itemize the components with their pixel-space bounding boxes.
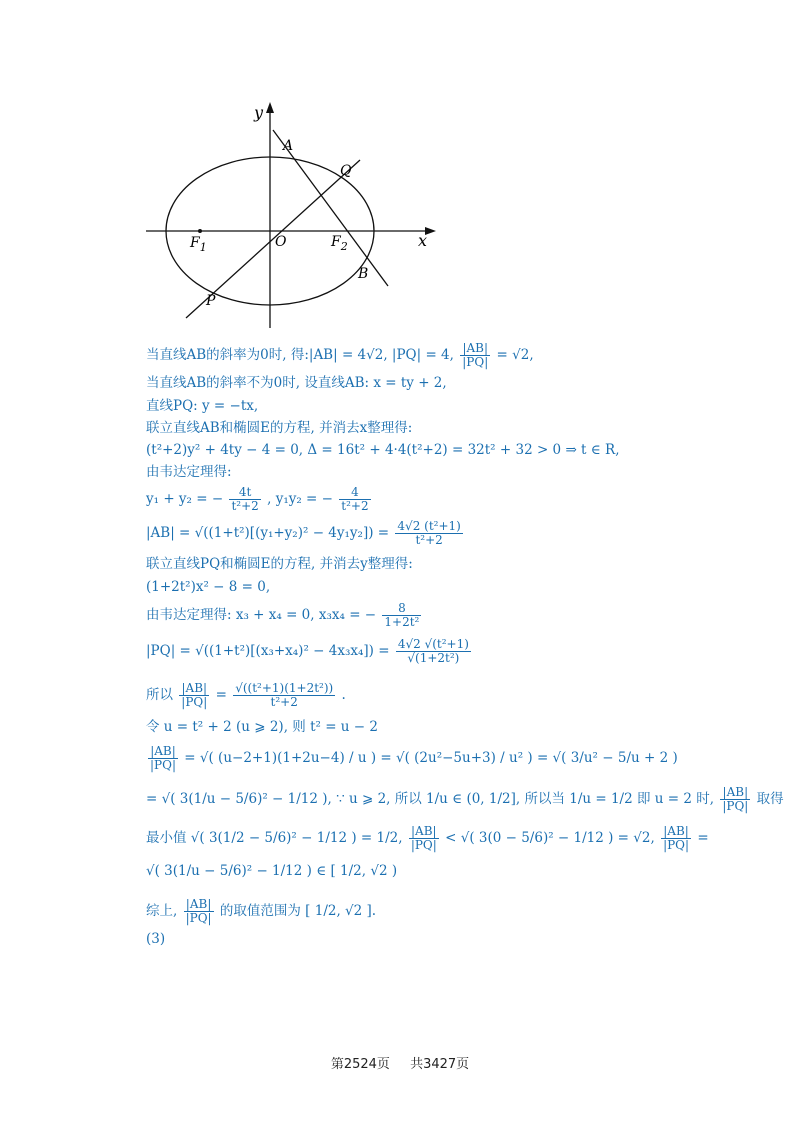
text: 所以 (146, 687, 173, 703)
line-17 (146, 825, 709, 852)
fraction (148, 745, 178, 772)
fraction (229, 486, 260, 513)
denominator: |PQ| (462, 355, 489, 369)
label-b: B (358, 266, 369, 282)
label-p: P (206, 293, 216, 309)
line-3: 直线PQ: y = −tx, (146, 398, 259, 414)
line-4: 联立直线AB和椭圆E的方程, 并消去x整理得: (146, 420, 413, 436)
denominator: t²+2 (270, 695, 298, 709)
denominator: |PQ| (722, 799, 749, 813)
numerator: 4 (339, 486, 370, 500)
line-9: 联立直线PQ和椭圆E的方程, 并消去y整理得: (146, 556, 413, 572)
label-f2: $F_2$ (331, 234, 348, 253)
numerator: 4t (229, 486, 260, 500)
numerator: |AB| (661, 825, 691, 839)
text: y₁ + y₂ = − (146, 491, 224, 507)
denominator: |PQ| (663, 838, 690, 852)
text: = √( 3(1/u − 5/6)² − 1/12 ), ∵ u ⩾ 2, 所以 1/u ∈ (0, 1/2], 所以当 1/u = 1/2 即 u = 2 时, (146, 791, 715, 807)
line-11 (146, 602, 423, 629)
line-7 (146, 486, 373, 513)
text: < √( 3(0 − 5/6)² − 1/12 ) = √2, (445, 830, 655, 846)
line-2: 当直线AB的斜率不为0时, 设直线AB: x = ty + 2, (146, 375, 447, 391)
label-f1: $F_1$ (190, 235, 207, 254)
fraction (409, 825, 439, 852)
numerator: |AB| (179, 682, 209, 696)
line-5: (t²+2)y² + 4ty − 4 = 0, Δ = 16t² + 4·4(t²+2) = 32t² + 32 > 0 ⇒ t ∈ R, (146, 442, 620, 458)
numerator: 4√2 (t²+1) (397, 519, 461, 533)
text: |PQ| = √((1+t²)[(x₃+x₄)² − 4x₃x₄]) = (146, 643, 390, 659)
page-footer (0, 1053, 800, 1072)
line-12 (146, 638, 473, 665)
label-x: x (418, 231, 428, 250)
text: 综上, (146, 903, 178, 919)
text: 最小值 √( 3(1/2 − 5/6)² − 1/12 ) = 1/2, (146, 830, 403, 846)
line-1 (146, 342, 534, 369)
denominator: 1+2t² (384, 615, 420, 629)
denominator: |PQ| (181, 695, 208, 709)
line-13 (146, 682, 346, 709)
line-19 (146, 898, 376, 925)
text: |AB| = √((1+t²)[(y₁+y₂)² − 4y₁y₂]) = (146, 525, 390, 541)
denominator: |PQ| (150, 758, 176, 772)
text: = √( (u−2+1)(1+2u−4) / u ) = √( (2u²−5u+3) / u² ) = √( 3/u² − 5/u + 2 ) (184, 750, 678, 766)
numerator: |AB| (460, 342, 490, 356)
line-6: 由韦达定理得: (146, 464, 232, 480)
line-14: 令 u = t² + 2 (u ⩾ 2), 则 t² = u − 2 (146, 719, 378, 735)
fraction (396, 638, 471, 665)
numerator: √((t²+1)(1+2t²)) (235, 681, 334, 695)
denominator: |PQ| (185, 911, 212, 925)
label-y: y (254, 103, 264, 122)
line-15 (146, 745, 678, 772)
fraction (339, 486, 370, 513)
line-20: (3) (146, 931, 166, 947)
text: 由韦达定理得: x₃ + x₄ = 0, x₃x₄ = − (146, 607, 377, 623)
fraction (179, 682, 209, 709)
text: . (341, 687, 346, 703)
text: , y₁y₂ = − (267, 491, 333, 507)
fraction (382, 602, 421, 629)
denominator: t²+2 (415, 533, 443, 547)
numerator: |AB| (148, 745, 178, 759)
fraction (233, 682, 335, 709)
numerator: 4√2 √(t²+1) (397, 637, 469, 651)
text: 取得 (756, 791, 784, 807)
denominator: t²+2 (341, 499, 369, 513)
denominator: |PQ| (410, 838, 437, 852)
label-a: A (283, 138, 294, 154)
fraction (661, 825, 691, 852)
label-origin: O (275, 234, 287, 250)
text: 当直线AB的斜率为0时, 得:|AB| = 4√2, |PQ| = 4, (146, 347, 454, 363)
line-10: (1+2t²)x² − 8 = 0, (146, 579, 271, 595)
fraction (184, 898, 214, 925)
text: = (215, 687, 227, 703)
text: = √2, (496, 347, 534, 363)
numerator: |AB| (409, 825, 439, 839)
total-pages: 共3427页 (410, 1057, 470, 1072)
numerator: 8 (382, 602, 421, 616)
text: = (697, 830, 709, 846)
label-q: Q (340, 163, 352, 179)
line-18: √( 3(1/u − 5/6)² − 1/12 ) ∈ [ 1/2, √2 ) (146, 863, 398, 879)
denominator: t²+2 (231, 499, 259, 513)
fraction (720, 786, 750, 813)
numerator: |AB| (720, 786, 750, 800)
page-number: 第2524页 (330, 1057, 390, 1072)
line-16 (146, 786, 784, 813)
line-8 (146, 520, 465, 547)
fraction (460, 342, 490, 369)
fraction (395, 520, 462, 547)
text: 的取值范围为 [ 1/2, √2 ]. (219, 903, 377, 919)
numerator: |AB| (184, 898, 214, 912)
denominator: √(1+2t²) (407, 651, 460, 665)
